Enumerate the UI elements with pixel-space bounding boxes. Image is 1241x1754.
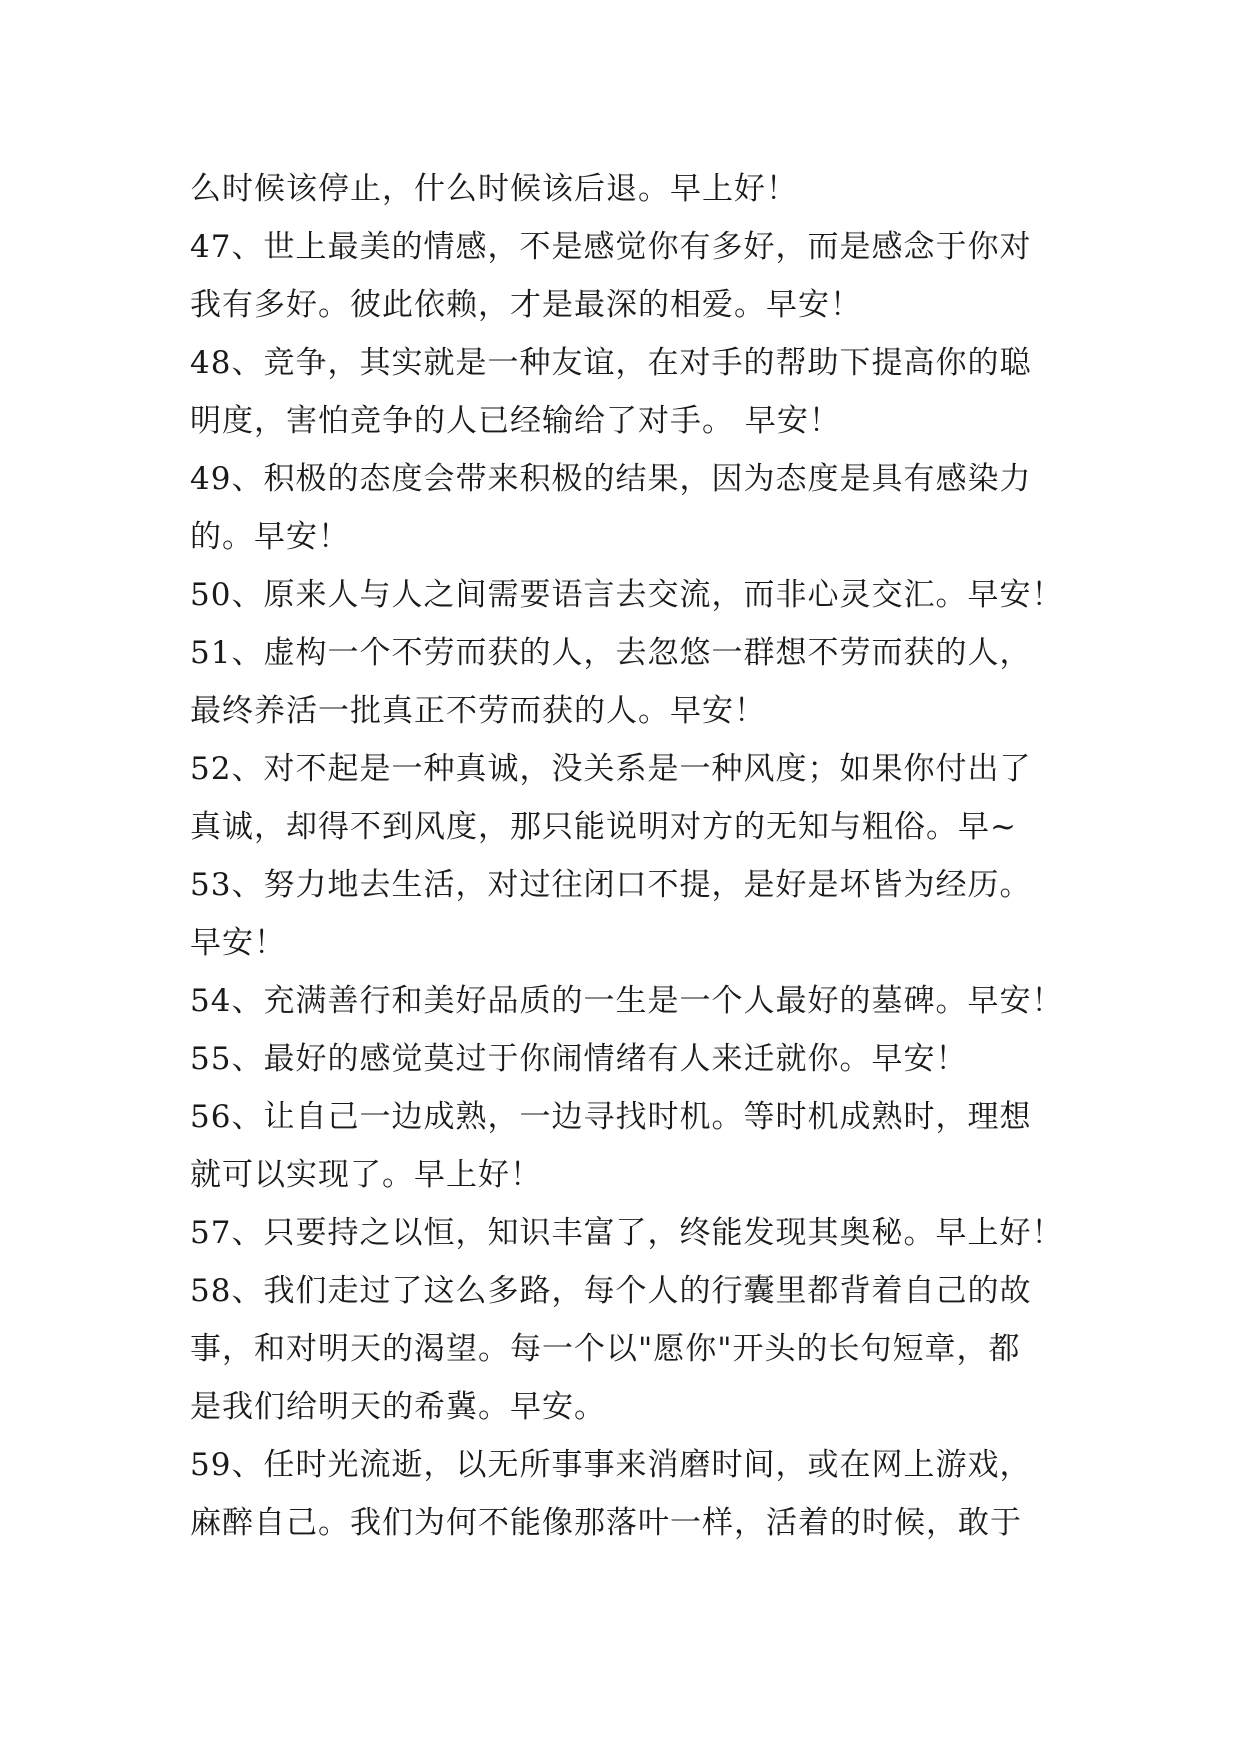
text-line: 56、让自己一边成熟，一边寻找时机。等时机成熟时，理想 — [190, 1099, 1032, 1135]
text-line: 50、原来人与人之间需要语言去交流，而非心灵交汇。早安！ — [190, 577, 1064, 613]
text-line: 的。早安！ — [190, 519, 350, 555]
text-line: 么时候该停止，什么时候该后退。早上好！ — [190, 171, 798, 207]
text-line: 明度，害怕竞争的人已经输给了对手。 早安！ — [190, 403, 841, 439]
text-line: 是我们给明天的希冀。早安。 — [190, 1389, 606, 1425]
text-line: 52、对不起是一种真诚，没关系是一种风度；如果你付出了 — [190, 751, 1032, 787]
text-line: 54、充满善行和美好品质的一生是一个人最好的墓碑。早安！ — [190, 983, 1064, 1019]
text-line: 51、虚构一个不劳而获的人，去忽悠一群想不劳而获的人， — [190, 635, 1032, 671]
text-line: 57、只要持之以恒，知识丰富了，终能发现其奥秘。早上好！ — [190, 1215, 1064, 1251]
text-line: 事，和对明天的渴望。每一个以"愿你"开头的长句短章，都 — [190, 1331, 1021, 1367]
document-body — [190, 160, 1070, 1552]
text-line: 58、我们走过了这么多路，每个人的行囊里都背着自己的故 — [190, 1273, 1032, 1309]
text-line: 55、最好的感觉莫过于你闹情绪有人来迁就你。早安！ — [190, 1041, 968, 1077]
text-line: 最终养活一批真正不劳而获的人。早安！ — [190, 693, 766, 729]
text-line: 47、世上最美的情感，不是感觉你有多好，而是感念于你对 — [190, 229, 1032, 265]
text-line: 59、任时光流逝，以无所事事来消磨时间，或在网上游戏， — [190, 1447, 1032, 1483]
text-line: 真诚，却得不到风度，那只能说明对方的无知与粗俗。早~ — [190, 809, 1017, 845]
text-line: 53、努力地去生活，对过往闭口不提，是好是坏皆为经历。 — [190, 867, 1032, 903]
text-line: 麻醉自己。我们为何不能像那落叶一样，活着的时候，敢于 — [190, 1505, 1022, 1541]
text-line: 我有多好。彼此依赖，才是最深的相爱。早安！ — [190, 287, 862, 323]
text-line: 就可以实现了。早上好！ — [190, 1157, 542, 1193]
text-line: 48、竞争，其实就是一种友谊，在对手的帮助下提高你的聪 — [190, 345, 1032, 381]
text-line: 早安！ — [190, 925, 286, 961]
text-line: 49、积极的态度会带来积极的结果，因为态度是具有感染力 — [190, 461, 1032, 497]
